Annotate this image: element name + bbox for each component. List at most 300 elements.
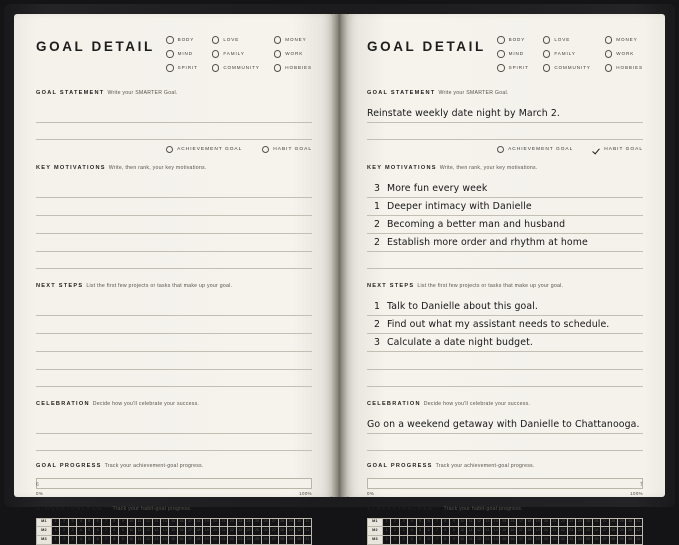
radio-icon[interactable] — [605, 64, 613, 72]
streak-day-cell[interactable]: 24 — [244, 536, 252, 545]
streak-day-cell[interactable]: 14 — [160, 527, 168, 536]
streak-row-label: M1 — [36, 518, 51, 527]
streak-day-cell[interactable]: 27 — [600, 518, 608, 527]
category-option-money[interactable]: MONEY — [605, 36, 643, 44]
streak-day-cell[interactable]: 10 — [127, 527, 135, 536]
streak-day-cell[interactable]: 15 — [499, 536, 507, 545]
motivation-row[interactable] — [36, 216, 312, 234]
streak-day-cell[interactable]: 13 — [483, 527, 491, 536]
streak-day-cell[interactable]: 5 — [85, 518, 93, 527]
streak-grid-right[interactable] — [367, 518, 643, 545]
streak-day-cell[interactable]: 13 — [152, 527, 160, 536]
streak-day-cell[interactable]: 29 — [617, 536, 625, 545]
celebration-line[interactable] — [367, 416, 643, 434]
streak-day-cell[interactable]: 4 — [76, 518, 84, 527]
streak-day-cell[interactable]: 19 — [202, 527, 210, 536]
streak-day-cell[interactable]: 19 — [533, 527, 541, 536]
streak-day-cell[interactable]: 31 — [634, 536, 643, 545]
streak-day-cell[interactable]: 8 — [110, 518, 118, 527]
category-option-hobbies[interactable]: HOBBIES — [605, 64, 643, 72]
goal-statement-line[interactable] — [367, 123, 643, 140]
category-option-money[interactable]: MONEY — [274, 36, 312, 44]
goal-progress-scale — [367, 491, 643, 496]
motivation-row[interactable] — [36, 252, 312, 269]
streak-day-cell[interactable]: 31 — [303, 536, 312, 545]
streak-day-cell[interactable]: 14 — [491, 527, 499, 536]
streak-day-cell[interactable]: 23 — [567, 527, 575, 536]
streak-day-cell[interactable]: 2 — [59, 518, 67, 527]
streak-day-cell[interactable]: 7 — [101, 518, 109, 527]
goal-type-achievement[interactable]: ACHIEVEMENT GOAL — [497, 146, 573, 153]
streak-day-cell[interactable]: 23 — [567, 518, 575, 527]
motivations-lines[interactable] — [36, 180, 312, 269]
streak-day-cell[interactable]: 6 — [424, 536, 432, 545]
category-option-body[interactable]: BODY — [166, 36, 198, 44]
streak-day-cell[interactable]: 21 — [550, 527, 558, 536]
streak-day-cell[interactable]: 4 — [76, 527, 84, 536]
streak-day-cell[interactable]: 13 — [483, 518, 491, 527]
left-page-header — [36, 36, 312, 72]
streak-day-cell[interactable]: 7 — [101, 527, 109, 536]
streak-day-cell[interactable]: 8 — [110, 536, 118, 545]
radio-icon[interactable] — [166, 50, 174, 58]
radio-icon[interactable] — [497, 146, 504, 153]
streak-day-cell[interactable]: 18 — [194, 536, 202, 545]
streak-day-cell[interactable]: 25 — [252, 527, 260, 536]
streak-day-cell[interactable]: 6 — [93, 527, 101, 536]
radio-icon[interactable] — [166, 146, 173, 153]
goal-statement-lines[interactable] — [367, 105, 643, 140]
streak-day-cell[interactable]: 3 — [68, 518, 76, 527]
motivation-row[interactable] — [36, 198, 312, 216]
streak-day-cell[interactable]: 23 — [236, 527, 244, 536]
radio-icon[interactable] — [274, 50, 282, 58]
streak-day-cell[interactable]: 12 — [474, 518, 482, 527]
streak-day-cell[interactable]: 27 — [600, 527, 608, 536]
streak-day-cell[interactable]: 4 — [407, 518, 415, 527]
streak-day-cell[interactable]: 5 — [85, 527, 93, 536]
streak-day-cell[interactable]: 9 — [118, 527, 126, 536]
streak-day-cell[interactable]: 15 — [168, 518, 176, 527]
next-step-row[interactable] — [367, 298, 643, 316]
streak-day-cell[interactable]: 27 — [269, 527, 277, 536]
streak-day-cell[interactable]: 19 — [202, 536, 210, 545]
streak-day-cell[interactable]: 26 — [261, 518, 269, 527]
celebration-value: Go on a weekend getaway with Danielle to Chattanooga. — [367, 418, 640, 430]
next-steps-lines[interactable] — [36, 298, 312, 387]
category-option-love[interactable]: LOVE — [543, 36, 591, 44]
next-step-row[interactable] — [367, 370, 643, 387]
streak-day-cell[interactable]: 30 — [625, 527, 633, 536]
motivation-row[interactable] — [367, 234, 643, 252]
streak-day-cell[interactable]: 14 — [491, 536, 499, 545]
next-step-rank: 3 — [373, 336, 381, 348]
streak-day-cell[interactable]: 24 — [244, 518, 252, 527]
streak-day-cell[interactable]: 11 — [135, 536, 143, 545]
streak-day-cell[interactable]: 12 — [143, 518, 151, 527]
streak-day-cell[interactable]: 2 — [59, 527, 67, 536]
streak-day-cell[interactable]: 17 — [516, 527, 524, 536]
streak-day-cell[interactable]: 20 — [210, 527, 218, 536]
streak-day-cell[interactable]: 12 — [143, 536, 151, 545]
streak-day-cell[interactable]: 1 — [51, 536, 59, 545]
streak-day-cell[interactable]: 2 — [59, 536, 67, 545]
streak-row — [367, 527, 643, 536]
streak-day-cell[interactable]: 29 — [286, 536, 294, 545]
streak-day-cell[interactable]: 27 — [269, 536, 277, 545]
streak-day-cell[interactable]: 30 — [294, 518, 302, 527]
streak-day-cell[interactable]: 16 — [177, 536, 185, 545]
streak-day-cell[interactable]: 21 — [219, 518, 227, 527]
streak-day-cell[interactable]: 4 — [407, 536, 415, 545]
streak-day-cell[interactable]: 22 — [227, 536, 235, 545]
streak-day-cell[interactable]: 27 — [269, 518, 277, 527]
streak-day-cell[interactable]: 31 — [303, 527, 312, 536]
motivation-row[interactable] — [36, 234, 312, 252]
streak-day-cell[interactable]: 22 — [558, 536, 566, 545]
section-label: KEY MOTIVATIONS Write, then rank, your key motivations. — [36, 164, 207, 171]
streak-day-cell[interactable]: 9 — [449, 536, 457, 545]
streak-day-cell[interactable]: 26 — [592, 527, 600, 536]
radio-icon[interactable] — [212, 64, 220, 72]
radio-icon[interactable] — [274, 64, 282, 72]
radio-icon[interactable] — [543, 36, 551, 44]
streak-day-cell[interactable]: 17 — [185, 527, 193, 536]
streak-day-cell[interactable]: 22 — [227, 527, 235, 536]
streak-day-cell[interactable]: 14 — [160, 518, 168, 527]
streak-day-cell[interactable]: 17 — [185, 536, 193, 545]
streak-day-cell[interactable]: 15 — [168, 527, 176, 536]
streak-day-cell[interactable]: 30 — [294, 536, 302, 545]
streak-day-cell[interactable]: 26 — [592, 536, 600, 545]
motivation-row[interactable] — [367, 216, 643, 234]
streak-day-cell[interactable]: 10 — [458, 527, 466, 536]
category-option-love[interactable]: LOVE — [212, 36, 260, 44]
celebration-line[interactable] — [367, 434, 643, 451]
streak-day-cell[interactable]: 8 — [441, 536, 449, 545]
streak-day-cell[interactable]: 28 — [609, 527, 617, 536]
streak-day-cell[interactable]: 21 — [219, 527, 227, 536]
streak-day-cell[interactable]: 11 — [466, 527, 474, 536]
streak-day-cell[interactable]: 20 — [541, 518, 549, 527]
next-step-row[interactable] — [36, 316, 312, 334]
streak-day-cell[interactable]: 25 — [583, 527, 591, 536]
category-option-body[interactable]: BODY — [497, 36, 529, 44]
goal-statement-line[interactable] — [367, 105, 643, 123]
section-label: STREAKTRACKER™ Track your habit-goal progress. — [367, 505, 523, 512]
streak-day-cell[interactable]: 19 — [533, 536, 541, 545]
next-step-row[interactable] — [367, 334, 643, 352]
streak-day-cell[interactable]: 2 — [390, 536, 398, 545]
streak-day-cell[interactable]: 3 — [399, 518, 407, 527]
next-step-rank: 1 — [373, 300, 381, 312]
section-streaktracker — [367, 506, 643, 545]
streak-day-cell[interactable]: 9 — [118, 536, 126, 545]
streak-day-cell[interactable]: 7 — [432, 527, 440, 536]
streak-day-cell[interactable]: 16 — [177, 518, 185, 527]
streak-day-cell[interactable]: 30 — [625, 518, 633, 527]
streak-day-cell[interactable]: 5 — [416, 527, 424, 536]
right-page — [347, 14, 665, 541]
streak-day-cell[interactable]: 31 — [634, 518, 643, 527]
category-option-community[interactable]: COMMUNITY — [543, 64, 591, 72]
motivation-text: Deeper intimacy with Danielle — [387, 200, 532, 212]
streak-day-cell[interactable]: 7 — [432, 536, 440, 545]
streak-row — [36, 518, 312, 527]
next-step-row[interactable] — [36, 352, 312, 370]
streak-day-cell[interactable]: 24 — [575, 518, 583, 527]
streak-day-cell[interactable]: 3 — [399, 527, 407, 536]
category-option-family[interactable]: FAMILY — [543, 50, 591, 58]
streak-day-cell[interactable]: 23 — [236, 536, 244, 545]
streak-day-cell[interactable]: 13 — [483, 536, 491, 545]
streak-day-cell[interactable]: 5 — [85, 536, 93, 545]
streak-day-cell[interactable]: 6 — [93, 536, 101, 545]
category-column-3 — [605, 36, 643, 72]
streak-day-cell[interactable]: 3 — [399, 536, 407, 545]
streak-day-cell[interactable]: 25 — [583, 536, 591, 545]
radio-icon[interactable] — [212, 36, 220, 44]
streak-day-cell[interactable]: 1 — [382, 527, 390, 536]
goal-progress-bar[interactable] — [36, 478, 312, 489]
goal-type-achievement[interactable]: ACHIEVEMENT GOAL — [166, 146, 242, 153]
streak-day-cell[interactable]: 4 — [407, 527, 415, 536]
streak-day-cell[interactable]: 11 — [466, 518, 474, 527]
streak-day-cell[interactable]: 20 — [210, 536, 218, 545]
streak-day-cell[interactable]: 6 — [424, 518, 432, 527]
streak-day-cell[interactable]: 11 — [135, 527, 143, 536]
next-steps-lines[interactable] — [367, 298, 643, 387]
next-step-text: Talk to Danielle about this goal. — [387, 300, 538, 312]
motivation-row[interactable] — [36, 180, 312, 198]
streak-day-cell[interactable]: 16 — [508, 518, 516, 527]
motivation-row[interactable] — [367, 198, 643, 216]
streak-day-cell[interactable]: 25 — [583, 518, 591, 527]
category-option-spirit[interactable]: SPIRIT — [166, 64, 198, 72]
streak-day-cell[interactable]: 29 — [286, 527, 294, 536]
radio-icon[interactable] — [166, 36, 174, 44]
streak-day-cell[interactable]: 3 — [68, 536, 76, 545]
next-step-row[interactable] — [36, 370, 312, 387]
streak-day-cell[interactable]: 10 — [127, 518, 135, 527]
goal-statement-lines[interactable] — [36, 105, 312, 140]
streak-day-cell[interactable]: 10 — [458, 536, 466, 545]
streak-row-label: M3 — [367, 536, 382, 545]
streak-day-cell[interactable]: 3 — [68, 527, 76, 536]
book-spine — [332, 14, 347, 497]
category-option-hobbies[interactable]: HOBBIES — [274, 64, 312, 72]
streak-day-cell[interactable]: 13 — [152, 518, 160, 527]
radio-icon[interactable] — [605, 50, 613, 58]
streak-day-cell[interactable]: 11 — [466, 536, 474, 545]
streak-day-cell[interactable]: 30 — [294, 527, 302, 536]
streak-day-cell[interactable]: 21 — [219, 536, 227, 545]
radio-icon[interactable] — [497, 36, 505, 44]
streak-day-cell[interactable]: 1 — [51, 518, 59, 527]
streak-day-cell[interactable]: 26 — [592, 518, 600, 527]
category-option-work[interactable]: WORK — [605, 50, 643, 58]
category-option-mind[interactable]: MIND — [166, 50, 198, 58]
streak-day-cell[interactable]: 28 — [278, 536, 286, 545]
category-option-mind[interactable]: MIND — [497, 50, 529, 58]
streak-day-cell[interactable]: 25 — [252, 536, 260, 545]
radio-icon[interactable] — [543, 50, 551, 58]
next-step-row[interactable] — [36, 334, 312, 352]
streak-day-cell[interactable]: 4 — [76, 536, 84, 545]
category-option-family[interactable]: FAMILY — [212, 50, 260, 58]
streak-day-cell[interactable]: 23 — [236, 518, 244, 527]
streak-day-cell[interactable]: 14 — [160, 536, 168, 545]
streak-row — [36, 536, 312, 545]
streak-day-cell[interactable]: 28 — [278, 527, 286, 536]
radio-icon[interactable] — [605, 36, 613, 44]
category-selector — [166, 36, 312, 72]
streak-day-cell[interactable]: 27 — [600, 536, 608, 545]
streak-day-cell[interactable]: 8 — [441, 518, 449, 527]
streak-day-cell[interactable]: 9 — [118, 518, 126, 527]
radio-icon[interactable] — [262, 146, 269, 153]
streak-day-cell[interactable]: 20 — [541, 527, 549, 536]
motivation-text: More fun every week — [387, 182, 488, 194]
streak-day-cell[interactable]: 9 — [449, 527, 457, 536]
streak-day-cell[interactable]: 14 — [491, 518, 499, 527]
streak-day-cell[interactable]: 8 — [110, 527, 118, 536]
streak-day-cell[interactable]: 17 — [516, 518, 524, 527]
streak-day-cell[interactable]: 16 — [508, 527, 516, 536]
category-option-work[interactable]: WORK — [274, 50, 312, 58]
streak-day-cell[interactable]: 1 — [382, 518, 390, 527]
streak-day-cell[interactable]: 18 — [525, 518, 533, 527]
streak-day-cell[interactable]: 29 — [617, 518, 625, 527]
celebration-line[interactable] — [36, 434, 312, 451]
celebration-lines[interactable] — [367, 416, 643, 451]
streak-day-cell[interactable]: 10 — [458, 518, 466, 527]
streak-day-cell[interactable]: 15 — [499, 527, 507, 536]
streak-day-cell[interactable]: 17 — [516, 536, 524, 545]
streak-day-cell[interactable]: 23 — [567, 536, 575, 545]
goal-progress-bar-wrap — [367, 478, 643, 496]
streak-day-cell[interactable]: 24 — [575, 527, 583, 536]
streak-day-cell[interactable]: 12 — [474, 527, 482, 536]
streak-day-cell[interactable]: 9 — [449, 518, 457, 527]
motivation-row[interactable] — [367, 252, 643, 269]
streak-day-cell[interactable]: 6 — [93, 518, 101, 527]
streak-day-cell[interactable]: 20 — [210, 518, 218, 527]
streak-day-cell[interactable]: 1 — [51, 527, 59, 536]
goal-type-habit[interactable]: HABIT GOAL — [593, 146, 643, 153]
goal-type-habit[interactable]: HABIT GOAL — [262, 146, 312, 153]
radio-icon[interactable] — [274, 36, 282, 44]
streak-day-cell[interactable]: 18 — [194, 518, 202, 527]
category-option-spirit[interactable]: SPIRIT — [497, 64, 529, 72]
goal-statement-line[interactable] — [36, 123, 312, 140]
streak-day-cell[interactable]: 18 — [194, 527, 202, 536]
streak-day-cell[interactable]: 12 — [143, 527, 151, 536]
streak-day-cell[interactable]: 17 — [185, 518, 193, 527]
motivation-row[interactable] — [367, 180, 643, 198]
streak-day-cell[interactable]: 1 — [382, 536, 390, 545]
streak-day-cell[interactable]: 5 — [416, 536, 424, 545]
streak-day-cell[interactable]: 26 — [261, 536, 269, 545]
check-icon[interactable] — [593, 146, 600, 153]
streak-day-cell[interactable]: 7 — [432, 518, 440, 527]
radio-icon[interactable] — [543, 64, 551, 72]
streak-day-cell[interactable]: 11 — [135, 518, 143, 527]
streak-day-cell[interactable]: 13 — [152, 536, 160, 545]
next-step-text: Calculate a date night budget. — [387, 336, 533, 348]
streak-day-cell[interactable]: 30 — [625, 536, 633, 545]
radio-icon[interactable] — [497, 50, 505, 58]
streak-day-cell[interactable]: 22 — [558, 518, 566, 527]
streak-day-cell[interactable]: 29 — [617, 527, 625, 536]
next-step-row[interactable] — [367, 316, 643, 334]
streak-day-cell[interactable]: 7 — [101, 536, 109, 545]
category-option-community[interactable]: COMMUNITY — [212, 64, 260, 72]
streak-day-cell[interactable]: 29 — [286, 518, 294, 527]
next-step-row[interactable] — [367, 352, 643, 370]
celebration-line[interactable] — [36, 416, 312, 434]
radio-icon[interactable] — [212, 50, 220, 58]
next-step-text: Find out what my assistant needs to schedule. — [387, 318, 610, 330]
next-step-row[interactable] — [36, 298, 312, 316]
streak-day-cell[interactable]: 28 — [609, 518, 617, 527]
streak-day-cell[interactable]: 25 — [252, 518, 260, 527]
streak-day-cell[interactable]: 16 — [177, 527, 185, 536]
streak-row — [367, 518, 643, 527]
streak-day-cell[interactable]: 24 — [575, 536, 583, 545]
streak-day-cell[interactable]: 31 — [634, 527, 643, 536]
streak-day-cell[interactable]: 28 — [609, 536, 617, 545]
streak-day-cell[interactable]: 5 — [416, 518, 424, 527]
streak-day-cell[interactable]: 15 — [499, 518, 507, 527]
streak-day-cell[interactable]: 19 — [202, 518, 210, 527]
radio-icon[interactable] — [497, 64, 505, 72]
celebration-lines[interactable] — [36, 416, 312, 451]
motivations-lines[interactable] — [367, 180, 643, 269]
streak-day-cell[interactable]: 21 — [550, 518, 558, 527]
streak-day-cell[interactable]: 18 — [525, 536, 533, 545]
section-label: CELEBRATION Decide how you'll celebrate your success. — [367, 400, 531, 407]
section-label: STREAKTRACKER™ Track your habit-goal progress. — [36, 505, 192, 512]
streak-day-cell[interactable]: 31 — [303, 518, 312, 527]
streak-day-cell[interactable]: 2 — [390, 527, 398, 536]
goal-statement-line[interactable] — [36, 105, 312, 123]
streak-day-cell[interactable]: 18 — [525, 527, 533, 536]
streak-day-cell[interactable]: 15 — [168, 536, 176, 545]
goal-progress-bar[interactable] — [367, 478, 643, 489]
streak-day-cell[interactable]: 12 — [474, 536, 482, 545]
streak-day-cell[interactable]: 21 — [550, 536, 558, 545]
streak-day-cell[interactable]: 2 — [390, 518, 398, 527]
streak-day-cell[interactable]: 24 — [244, 527, 252, 536]
radio-icon[interactable] — [166, 64, 174, 72]
streak-day-cell[interactable]: 28 — [278, 518, 286, 527]
streak-day-cell[interactable]: 22 — [227, 518, 235, 527]
streak-day-cell[interactable]: 8 — [441, 527, 449, 536]
section-label: GOAL STATEMENT Write your SMARTER Goal. — [367, 89, 509, 96]
streak-day-cell[interactable]: 19 — [533, 518, 541, 527]
streak-day-cell[interactable]: 6 — [424, 527, 432, 536]
progress-end-label: 100% — [299, 490, 312, 496]
section-label: GOAL STATEMENT Write your SMARTER Goal. — [36, 89, 178, 96]
motivation-rank: 3 — [373, 182, 381, 194]
streak-day-cell[interactable]: 20 — [541, 536, 549, 545]
streak-day-cell[interactable]: 16 — [508, 536, 516, 545]
streak-grid-left[interactable] — [36, 518, 312, 545]
streak-day-cell[interactable]: 22 — [558, 527, 566, 536]
streak-day-cell[interactable]: 10 — [127, 536, 135, 545]
streak-day-cell[interactable]: 26 — [261, 527, 269, 536]
